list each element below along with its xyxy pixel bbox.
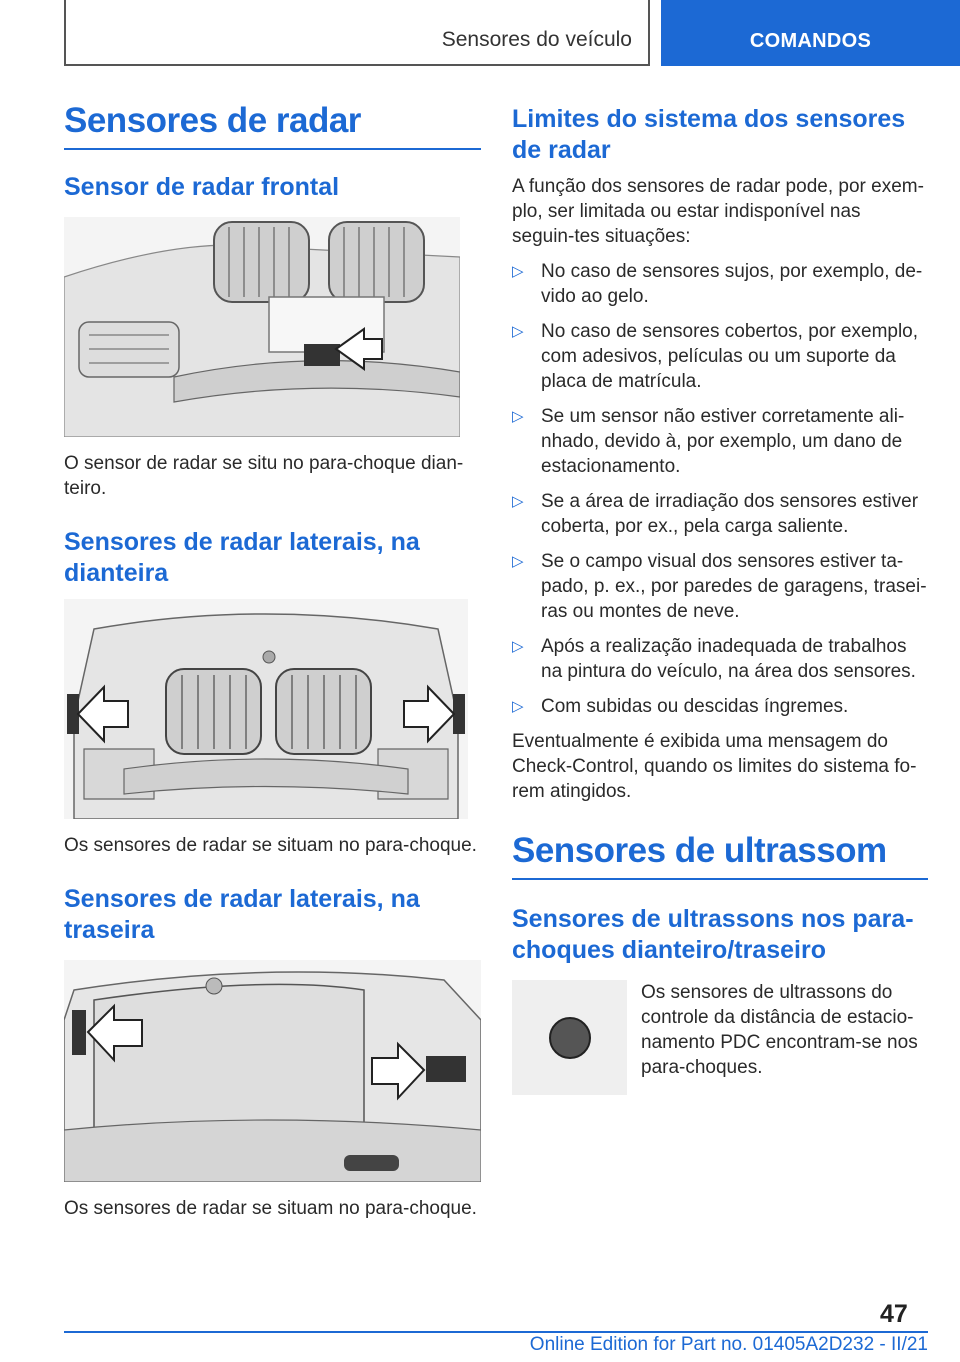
front-radar-figure xyxy=(64,217,460,437)
list-item: ▷ Após a realização inadequada de trabalhos na pintura do veículo, na área dos sensores. xyxy=(512,636,916,682)
header-section-title: Sensores do veículo xyxy=(441,28,632,51)
front-radar-sensor xyxy=(304,344,340,366)
pdc-location-text: Os sensores de ultrassons do controle da distância de estacio-namento PDC encontram-se nos para-choques. xyxy=(641,982,918,1078)
system-limits-list xyxy=(512,259,928,719)
front-radar-caption: O sensor de radar se situ no para-choque dian-teiro. xyxy=(64,453,464,499)
side-front-radar-figure xyxy=(64,599,468,819)
triangle-bullet-icon: ▷ xyxy=(512,408,524,425)
ultrasound-bumpers-heading: Sensores de ultrassons nos para-choques dianteiro/traseiro xyxy=(512,905,914,964)
rear-right-radar-sensor xyxy=(426,1056,466,1082)
rear-left-radar-sensor xyxy=(72,1010,86,1055)
edition-note: Online Edition for Part no. 01405A2D232 - II/21 xyxy=(529,1334,928,1355)
triangle-bullet-icon: ▷ xyxy=(512,263,524,280)
ultrasonic-sensor-icon xyxy=(540,1008,600,1068)
ultrasound-title-rule xyxy=(512,878,928,880)
list-item: ▷ No caso de sensores cobertos, por exemplo, com adesivos, películas ou um suporte da placa de matrícula. xyxy=(512,321,919,392)
pdc-block xyxy=(512,980,928,1095)
ultrasound-title: Sensores de ultrassom xyxy=(512,831,887,870)
title-rule xyxy=(64,148,481,150)
side-rear-radar-caption: Os sensores de radar se situam no para-choque. xyxy=(64,1198,477,1219)
chapter-tab-label: COMANDOS xyxy=(749,30,872,52)
page-number: 47 xyxy=(880,1300,908,1328)
list-item: ▷ Se a área de irradiação dos sensores estiver coberta, por ex., pela carga saliente. xyxy=(512,491,919,537)
side-rear-radar-heading: Sensores de radar laterais, na traseira xyxy=(64,885,420,944)
triangle-bullet-icon: ▷ xyxy=(512,493,524,510)
list-item: ▷ Se um sensor não estiver corretamente ali-nhado, devido à, por exemplo, um dano de estacionamento. xyxy=(512,406,905,477)
radar-sensors-title: Sensores de radar xyxy=(64,101,361,140)
system-limits-heading: Limites do sistema dos sensores de radar xyxy=(512,105,906,164)
side-rear-radar-figure xyxy=(64,960,481,1182)
front-radar-heading: Sensor de radar frontal xyxy=(64,173,340,201)
triangle-bullet-icon: ▷ xyxy=(512,638,524,655)
header-section-box xyxy=(64,0,650,66)
check-control-note: Eventualmente é exibida uma mensagem do Check-Control, quando os limites do sistema fo-rem atingidos. xyxy=(512,731,917,802)
side-front-radar-caption: Os sensores de radar se situam no para-choque. xyxy=(64,835,477,856)
chapter-tab[interactable] xyxy=(661,0,960,66)
tailgate xyxy=(94,984,364,1135)
left-column xyxy=(64,100,481,1221)
footer-rule xyxy=(64,1331,928,1333)
side-front-radar-heading: Sensores de radar laterais, na dianteira xyxy=(64,528,420,587)
system-limits-intro: A função dos sensores de radar pode, por exem-plo, ser limitada ou estar indisponível nas seguin-tes situações: xyxy=(512,176,924,247)
triangle-bullet-icon: ▷ xyxy=(512,323,524,340)
triangle-bullet-icon: ▷ xyxy=(512,698,524,715)
triangle-bullet-icon: ▷ xyxy=(512,553,524,570)
list-item: ▷ Com subidas ou descidas íngremes. xyxy=(512,696,849,717)
pdc-sensor-figure xyxy=(512,980,627,1095)
list-item: ▷ Se o campo visual dos sensores estiver ta-pado, p. ex., por paredes de garagens, trasei-ras ou montes de neve. xyxy=(512,551,927,622)
list-item: ▷ No caso de sensores sujos, por exemplo, de-vido ao gelo. xyxy=(512,261,923,307)
right-column xyxy=(512,100,928,1095)
